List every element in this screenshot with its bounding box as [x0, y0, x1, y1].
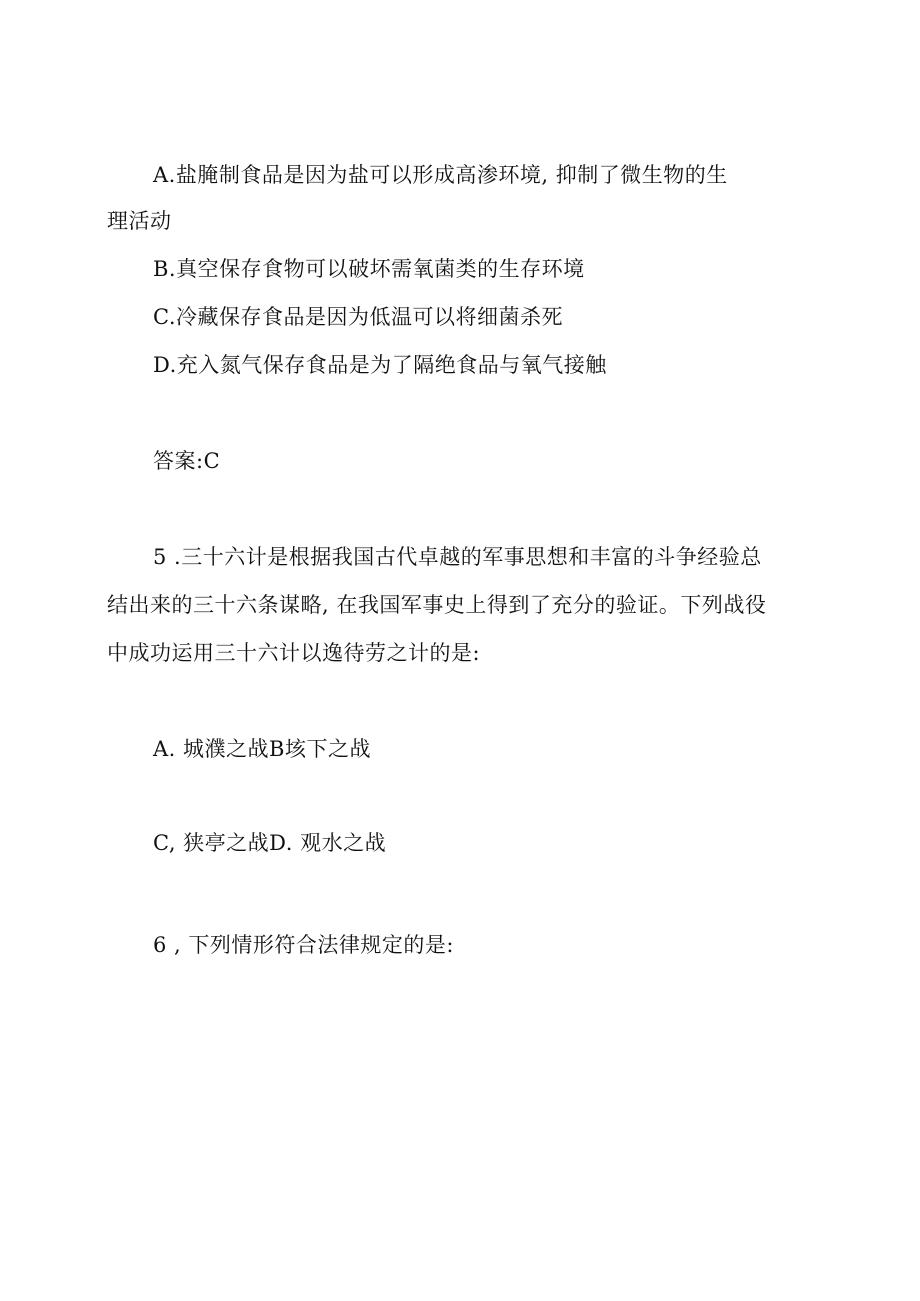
q4-option-d: D.充入氮气保存食品是为了隔绝食品与氧气接触 [153, 353, 607, 377]
q4-option-a-line1: A.盐腌制食品是因为盐可以形成高渗环境, 抑制了微生物的生 [153, 163, 728, 187]
q5-options-ab: A. 城濮之战B垓下之战 [153, 737, 371, 761]
q5-text-line2: 结出来的三十六条谋略, 在我国军事史上得到了充分的验证。下列战役 [107, 593, 767, 617]
q5-options-cd: C, 狭亭之战D. 观水之战 [153, 831, 387, 855]
q4-option-b: B.真空保存食物可以破坏需氧菌类的生存环境 [153, 257, 585, 281]
q4-option-c: C.冷藏保存食品是因为低温可以将细菌杀死 [153, 305, 563, 329]
q4-answer: 答案:C [153, 449, 221, 473]
q5-text-line1: 5 .三十六计是根据我国古代卓越的军事思想和丰富的斗争经验总 [153, 545, 762, 569]
q5-text-line3: 中成功运用三十六计以逸待劳之计的是: [107, 641, 481, 665]
q6-text-line1: 6 , 下列情形符合法律规定的是: [153, 933, 454, 957]
q4-option-a-line2: 理活动 [107, 209, 172, 233]
